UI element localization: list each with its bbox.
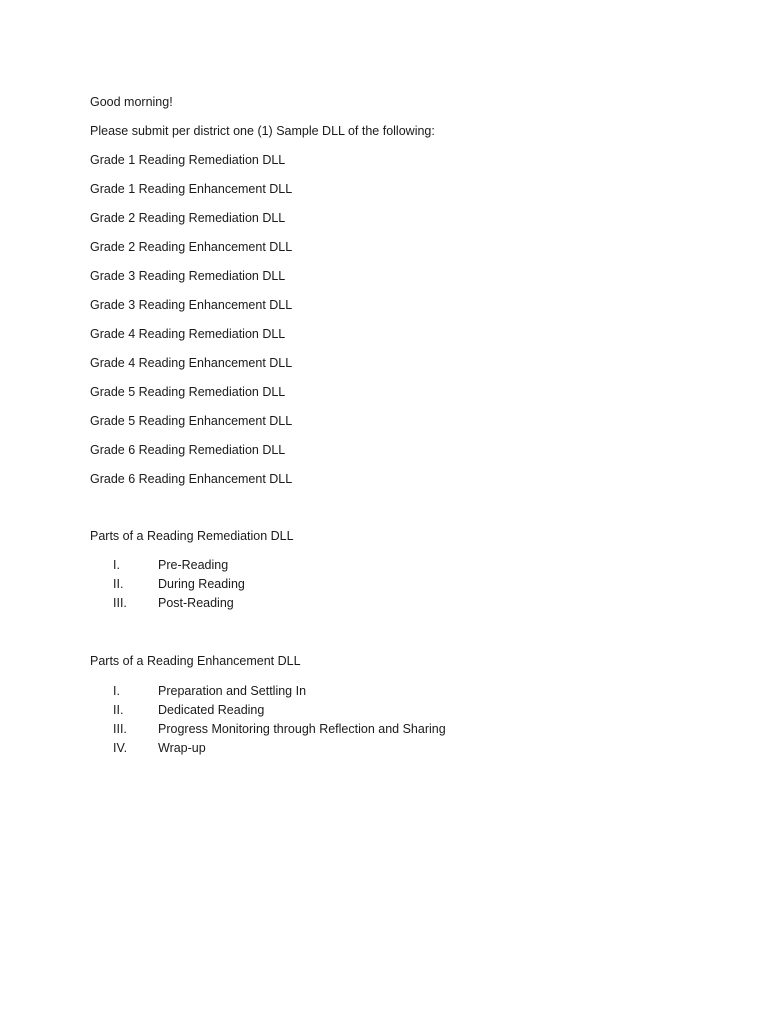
list-item-label: Dedicated Reading <box>158 703 265 717</box>
enhancement-section <box>90 652 710 758</box>
list-item <box>90 575 710 594</box>
dll-list-item: Grade 6 Reading Enhancement DLL <box>90 472 293 486</box>
list-item-label: During Reading <box>158 577 245 591</box>
list-item-label: Wrap-up <box>158 741 206 755</box>
remediation-parts-list <box>90 556 710 613</box>
dll-list-item: Grade 4 Reading Remediation DLL <box>90 327 286 341</box>
list-item-label: Progress Monitoring through Reflection and Sharing <box>158 722 446 736</box>
list-item-number: III. <box>113 596 127 610</box>
dll-list-item: Grade 5 Reading Remediation DLL <box>90 385 286 399</box>
dll-list-item: Grade 2 Reading Remediation DLL <box>90 211 286 225</box>
list-item-label: Post-Reading <box>158 596 234 610</box>
enhancement-heading: Parts of a Reading Enhancement DLL <box>90 654 301 668</box>
list-item <box>90 739 710 758</box>
list-item <box>90 720 710 739</box>
remediation-heading: Parts of a Reading Remediation DLL <box>90 529 294 543</box>
list-item-number: II. <box>113 703 124 717</box>
dll-list-item: Grade 4 Reading Enhancement DLL <box>90 356 293 370</box>
list-item-number: III. <box>113 722 127 736</box>
list-item-number: I. <box>113 684 120 698</box>
dll-list-item: Grade 1 Reading Enhancement DLL <box>90 182 293 196</box>
dll-list-item: Grade 5 Reading Enhancement DLL <box>90 414 293 428</box>
list-item <box>90 556 710 575</box>
list-item-number: IV. <box>113 741 128 755</box>
remediation-section <box>90 527 710 613</box>
enhancement-parts-list <box>90 682 710 758</box>
list-item <box>90 701 710 720</box>
dll-list-item: Grade 2 Reading Enhancement DLL <box>90 240 293 254</box>
list-item <box>90 682 710 701</box>
dll-list <box>90 151 710 499</box>
greeting-text: Good morning! <box>90 95 173 109</box>
request-text: Please submit per district one (1) Sample DLL of the following: <box>90 124 435 138</box>
list-item-label: Pre-Reading <box>158 558 229 572</box>
dll-list-item: Grade 6 Reading Remediation DLL <box>90 443 286 457</box>
list-item-label: Preparation and Settling In <box>158 684 307 698</box>
dll-list-item: Grade 3 Reading Enhancement DLL <box>90 298 293 312</box>
document-page <box>90 93 710 758</box>
list-item <box>90 594 710 613</box>
list-item-number: II. <box>113 577 124 591</box>
dll-list-item: Grade 3 Reading Remediation DLL <box>90 269 286 283</box>
dll-list-item: Grade 1 Reading Remediation DLL <box>90 153 286 167</box>
list-item-number: I. <box>113 558 120 572</box>
